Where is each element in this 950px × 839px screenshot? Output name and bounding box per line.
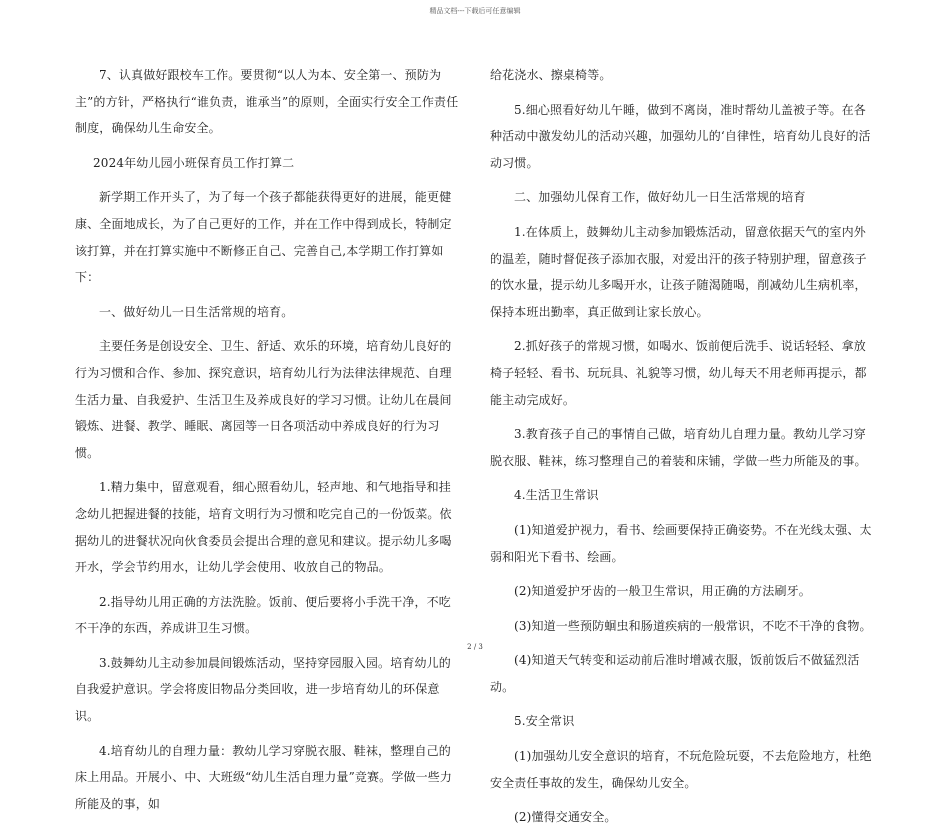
paragraph-continuation: 给花浇水、擦桌椅等。 (490, 68, 612, 82)
paragraph: (2)知道爱护牙齿的一般卫生常识，用正确的方法刷牙。 (514, 584, 811, 599)
paragraph: 5.细心照看好幼儿午睡，做到不离岗，准时帮幼儿盖被子等。在各种活动中激发幼儿的活动兴趣，加强幼儿的‘自律性，培育幼儿良好的活动习惯。 (490, 102, 871, 170)
section-heading: 一、做好幼儿一日生活常规的培育。 (99, 304, 294, 319)
paragraph: (1)加强幼儿安全意识的培育，不玩危险玩耍，不去危险地方，杜绝安全责任事故的发生，确保幼儿安全。 (490, 749, 872, 790)
paragraph: 新学期工作开头了，为了每一个孩子都能获得更好的进展，能更健康、全面地成长，为了自己更好的工作，并在工作中得到成长，特制定该打算，并在打算实施中不断修正自己、完善自己,本学期工作打算如下： (75, 190, 452, 285)
left-column (75, 62, 463, 825)
paragraph: 主要任务是创设安全、卫生、舒适、欢乐的环境，培育幼儿良好的行为习惯和合作、参加、探究意识，培育幼儿行为法律法律规范、自理生活力量、自我爱护、生活卫生及养成良好的学习习惯。让幼儿在晨间锻炼、进餐、教学、睡眠、离园等一日各项活动中养成良好的行为习惯。 (75, 339, 452, 460)
paragraph: (2)懂得交通安全。 (514, 810, 617, 825)
paragraph: 2.指导幼儿用正确的方法洗脸。饭前、便后要将小手洗干净，不吃不干净的东西，养成讲卫生习惯。 (75, 594, 451, 636)
page-header: 精品文档---下载后可任意编辑 (429, 7, 521, 15)
paragraph: (3)知道一些预防蛔虫和肠道疾病的一般常识，不吃不干净的食物。 (514, 618, 872, 633)
page-number: 2 / 3 (467, 643, 483, 651)
paragraph: 2.抓好孩子的常规习惯，如喝水、饭前便后洗手、说话轻轻、拿放椅子轻轻、看书、玩玩具、礼貌等习惯，幼儿每天不用老师再提示，都能主动完成好。 (490, 339, 867, 407)
paragraph: 1.精力集中，留意观看，细心照看幼儿，轻声地、和气地指导和挂念幼儿把握进餐的技能，培育文明行为习惯和吃完自己的一份饭菜。依据幼儿的进餐状况向伙食委员会提出合理的意见和建议。提示幼儿多喝开水，学会节约用水，让幼儿学会使用、收放自己的物品。 (75, 480, 452, 575)
paragraph: 3.鼓舞幼儿主动参加晨间锻炼活动，坚持穿园服入园。培育幼儿的自我爱护意识。学会将废旧物品分类回收，进一步培育幼儿的环保意识。 (75, 655, 451, 724)
paragraph: 7、认真做好跟校车工作。要贯彻“以人为本、安全第一、预防为主”的方针，严格执行“谁负责，谁承当”的原则，全面实行安全工作责任制度，确保幼儿生命安全。 (75, 68, 459, 136)
paragraph: 4.培育幼儿的自理力量：教幼儿学习穿脱衣服、鞋袜，整理自己的床上用品。开展小、中、大班级“幼儿生活自理力量”竞赛。学做一些力所能及的事，如 (75, 743, 453, 811)
subsection-heading: 4.生活卫生常识 (514, 488, 599, 503)
paragraph: 1.在体质上，鼓舞幼儿主动参加锻炼活动，留意依据天气的室内外的温差，随时督促孩子添加衣服，对爱出汗的孩子特别护理，留意孩子的饮水量，提示幼儿多喝开水，让孩子随渴随喝，削减幼儿生病机率，保持本班出勤率，真正做到让家长放心。 (490, 224, 867, 319)
section-title: 2024年幼儿园小班保育员工作打算二 (93, 155, 295, 170)
paragraph: 3.教育孩子自己的事情自己做，培育幼儿自理力量。教幼儿学习穿脱衣服、鞋袜，练习整理自己的着装和床铺，学做一些力所能及的事。 (490, 427, 867, 468)
section-heading: 二、加强幼儿保育工作，做好幼儿一日生活常规的培育 (514, 190, 806, 205)
paragraph: (1)知道爱护视力，看书、绘画要保持正确姿势。不在光线太强、太弱和阳光下看书、绘画。 (490, 522, 872, 564)
subsection-heading: 5.安全常识 (514, 714, 575, 729)
right-column (490, 62, 878, 839)
paragraph: (4)知道天气转变和运动前后准时增减衣服，饭前饭后不做猛烈活动。 (490, 653, 860, 694)
